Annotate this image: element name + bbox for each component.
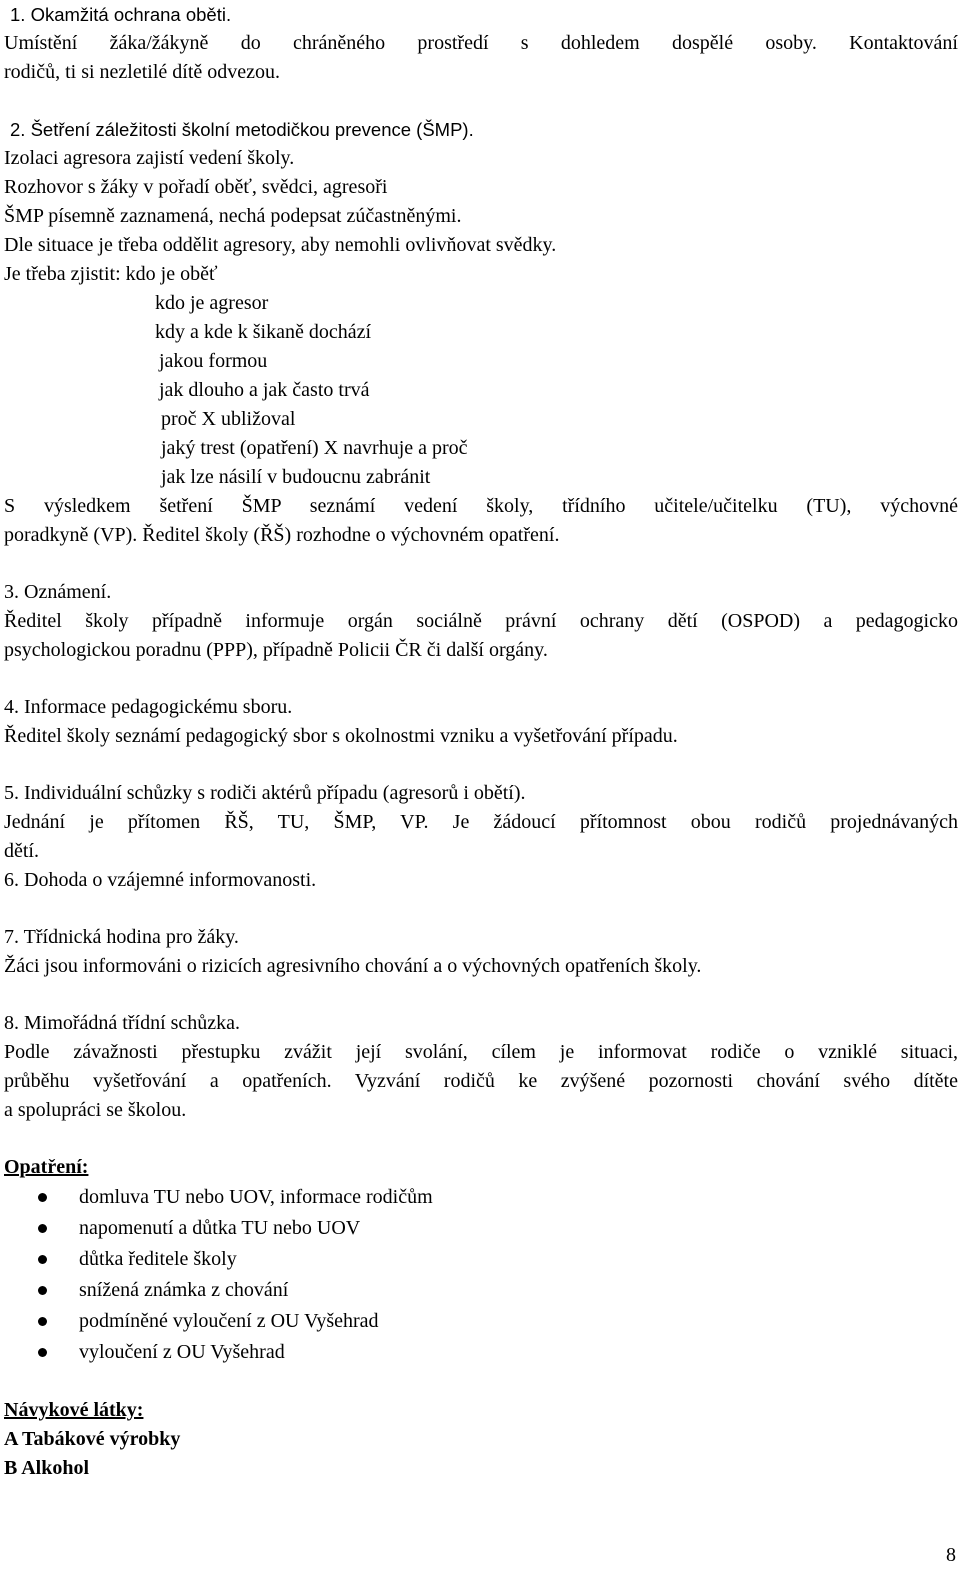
substance-a: A Tabákové výrobky xyxy=(4,1428,181,1450)
measure-item-label: napomenutí a důtka TU nebo UOV xyxy=(79,1217,361,1239)
measure-item xyxy=(4,1182,958,1213)
questions-intro: Je třeba zjistit: kdo je oběť xyxy=(4,263,218,285)
measure-item-label: vyloučení z OU Vyšehrad xyxy=(79,1341,285,1363)
section-4-heading: 4. Informace pedagogickému sboru. xyxy=(4,696,293,718)
section-6-heading: 6. Dohoda o vzájemné informovanosti. xyxy=(4,869,317,891)
section-1-line-2: rodičů, ti si nezletilé dítě odvezou. xyxy=(4,61,281,83)
measure-item xyxy=(4,1275,958,1306)
section-8-heading: 8. Mimořádná třídní schůzka. xyxy=(4,1012,241,1034)
section-2-line-4: Dle situace je třeba oddělit agresory, aby nemohli ovlivňovat svědky. xyxy=(4,234,557,256)
substance-b: B Alkohol xyxy=(4,1457,90,1479)
measure-item-label: důtka ředitele školy xyxy=(79,1248,237,1270)
bullet-icon xyxy=(38,1286,47,1295)
measure-item xyxy=(4,1337,958,1368)
section-3-heading: 3. Oznámení. xyxy=(4,581,112,603)
page-number: 8 xyxy=(946,1544,956,1566)
section-3-line-1: Ředitel školy případně informuje orgán sociálně právní ochrany dětí (OSPOD) a pedagogicko xyxy=(4,610,958,632)
measure-item-label: domluva TU nebo UOV, informace rodičům xyxy=(79,1186,433,1208)
section-7-heading: 7. Třídnická hodina pro žáky. xyxy=(4,926,239,948)
section-8-line-2: průběhu vyšetřování a opatřeních. Vyzvání rodičů ke zvýšené pozornosti chování svého dítěte xyxy=(4,1070,958,1092)
question-5: proč X ubližoval xyxy=(161,408,296,430)
section-2-result-2: poradkyně (VP). Ředitel školy (ŘŠ) rozhodne o výchovném opatření. xyxy=(4,524,560,546)
section-8-line-1: Podle závažnosti přestupku zvážit její svolání, cílem je informovat rodiče o vzniklé situaci, xyxy=(4,1041,958,1063)
question-3: jakou formou xyxy=(159,350,268,372)
question-6: jaký trest (opatření) X navrhuje a proč xyxy=(161,437,468,459)
measure-item xyxy=(4,1244,958,1275)
document-page xyxy=(4,0,958,1483)
section-1-heading: 1. Okamžitá ochrana oběti. xyxy=(10,4,232,25)
bullet-icon xyxy=(38,1348,47,1357)
question-7: jak lze násilí v budoucnu zabránit xyxy=(161,466,431,488)
section-5-line-2: dětí. xyxy=(4,840,39,862)
section-2-line-1: Izolaci agresora zajistí vedení školy. xyxy=(4,147,295,169)
measure-item-label: podmíněné vyloučení z OU Vyšehrad xyxy=(79,1310,379,1332)
section-5-line-1: Jednání je přítomen ŘŠ, TU, ŠMP, VP. Je žádoucí přítomnost obou rodičů projednávaných xyxy=(4,811,958,833)
section-3-line-2: psychologickou poradnu (PPP), případně Policii ČR či další orgány. xyxy=(4,639,548,661)
bullet-icon xyxy=(38,1317,47,1326)
measures-list xyxy=(4,1182,958,1368)
section-5-heading: 5. Individuální schůzky s rodiči aktérů případu (agresorů i obětí). xyxy=(4,782,526,804)
bullet-icon xyxy=(38,1224,47,1233)
section-7-line-1: Žáci jsou informováni o rizicích agresivního chování a o výchovných opatřeních školy. xyxy=(4,955,702,977)
question-1: kdo je agresor xyxy=(155,292,269,314)
section-2-heading: 2. Šetření záležitosti školní metodičkou prevence (ŠMP). xyxy=(10,119,474,140)
section-2-result-1: S výsledkem šetření ŠMP seznámí vedení školy, třídního učitele/učitelku (TU), výchovné xyxy=(4,495,958,517)
section-1-line-1: Umístění žáka/žákyně do chráněného prostředí s dohledem dospělé osoby. Kontaktování xyxy=(4,32,958,54)
measure-item xyxy=(4,1306,958,1337)
section-8-line-3: a spolupráci se školou. xyxy=(4,1099,187,1121)
substances-title: Návykové látky: xyxy=(4,1399,144,1421)
section-2-line-3: ŠMP písemně zaznamená, nechá podepsat zúčastněnými. xyxy=(4,205,462,227)
section-4-line-1: Ředitel školy seznámí pedagogický sbor s okolnostmi vzniku a vyšetřování případu. xyxy=(4,725,678,747)
measure-item xyxy=(4,1213,958,1244)
measure-item-label: snížená známka z chování xyxy=(79,1279,289,1301)
measures-title: Opatření: xyxy=(4,1156,89,1178)
section-2-line-2: Rozhovor s žáky v pořadí oběť, svědci, agresoři xyxy=(4,176,388,198)
question-4: jak dlouho a jak často trvá xyxy=(159,379,370,401)
bullet-icon xyxy=(38,1193,47,1202)
question-2: kdy a kde k šikaně dochází xyxy=(155,321,372,343)
bullet-icon xyxy=(38,1255,47,1264)
